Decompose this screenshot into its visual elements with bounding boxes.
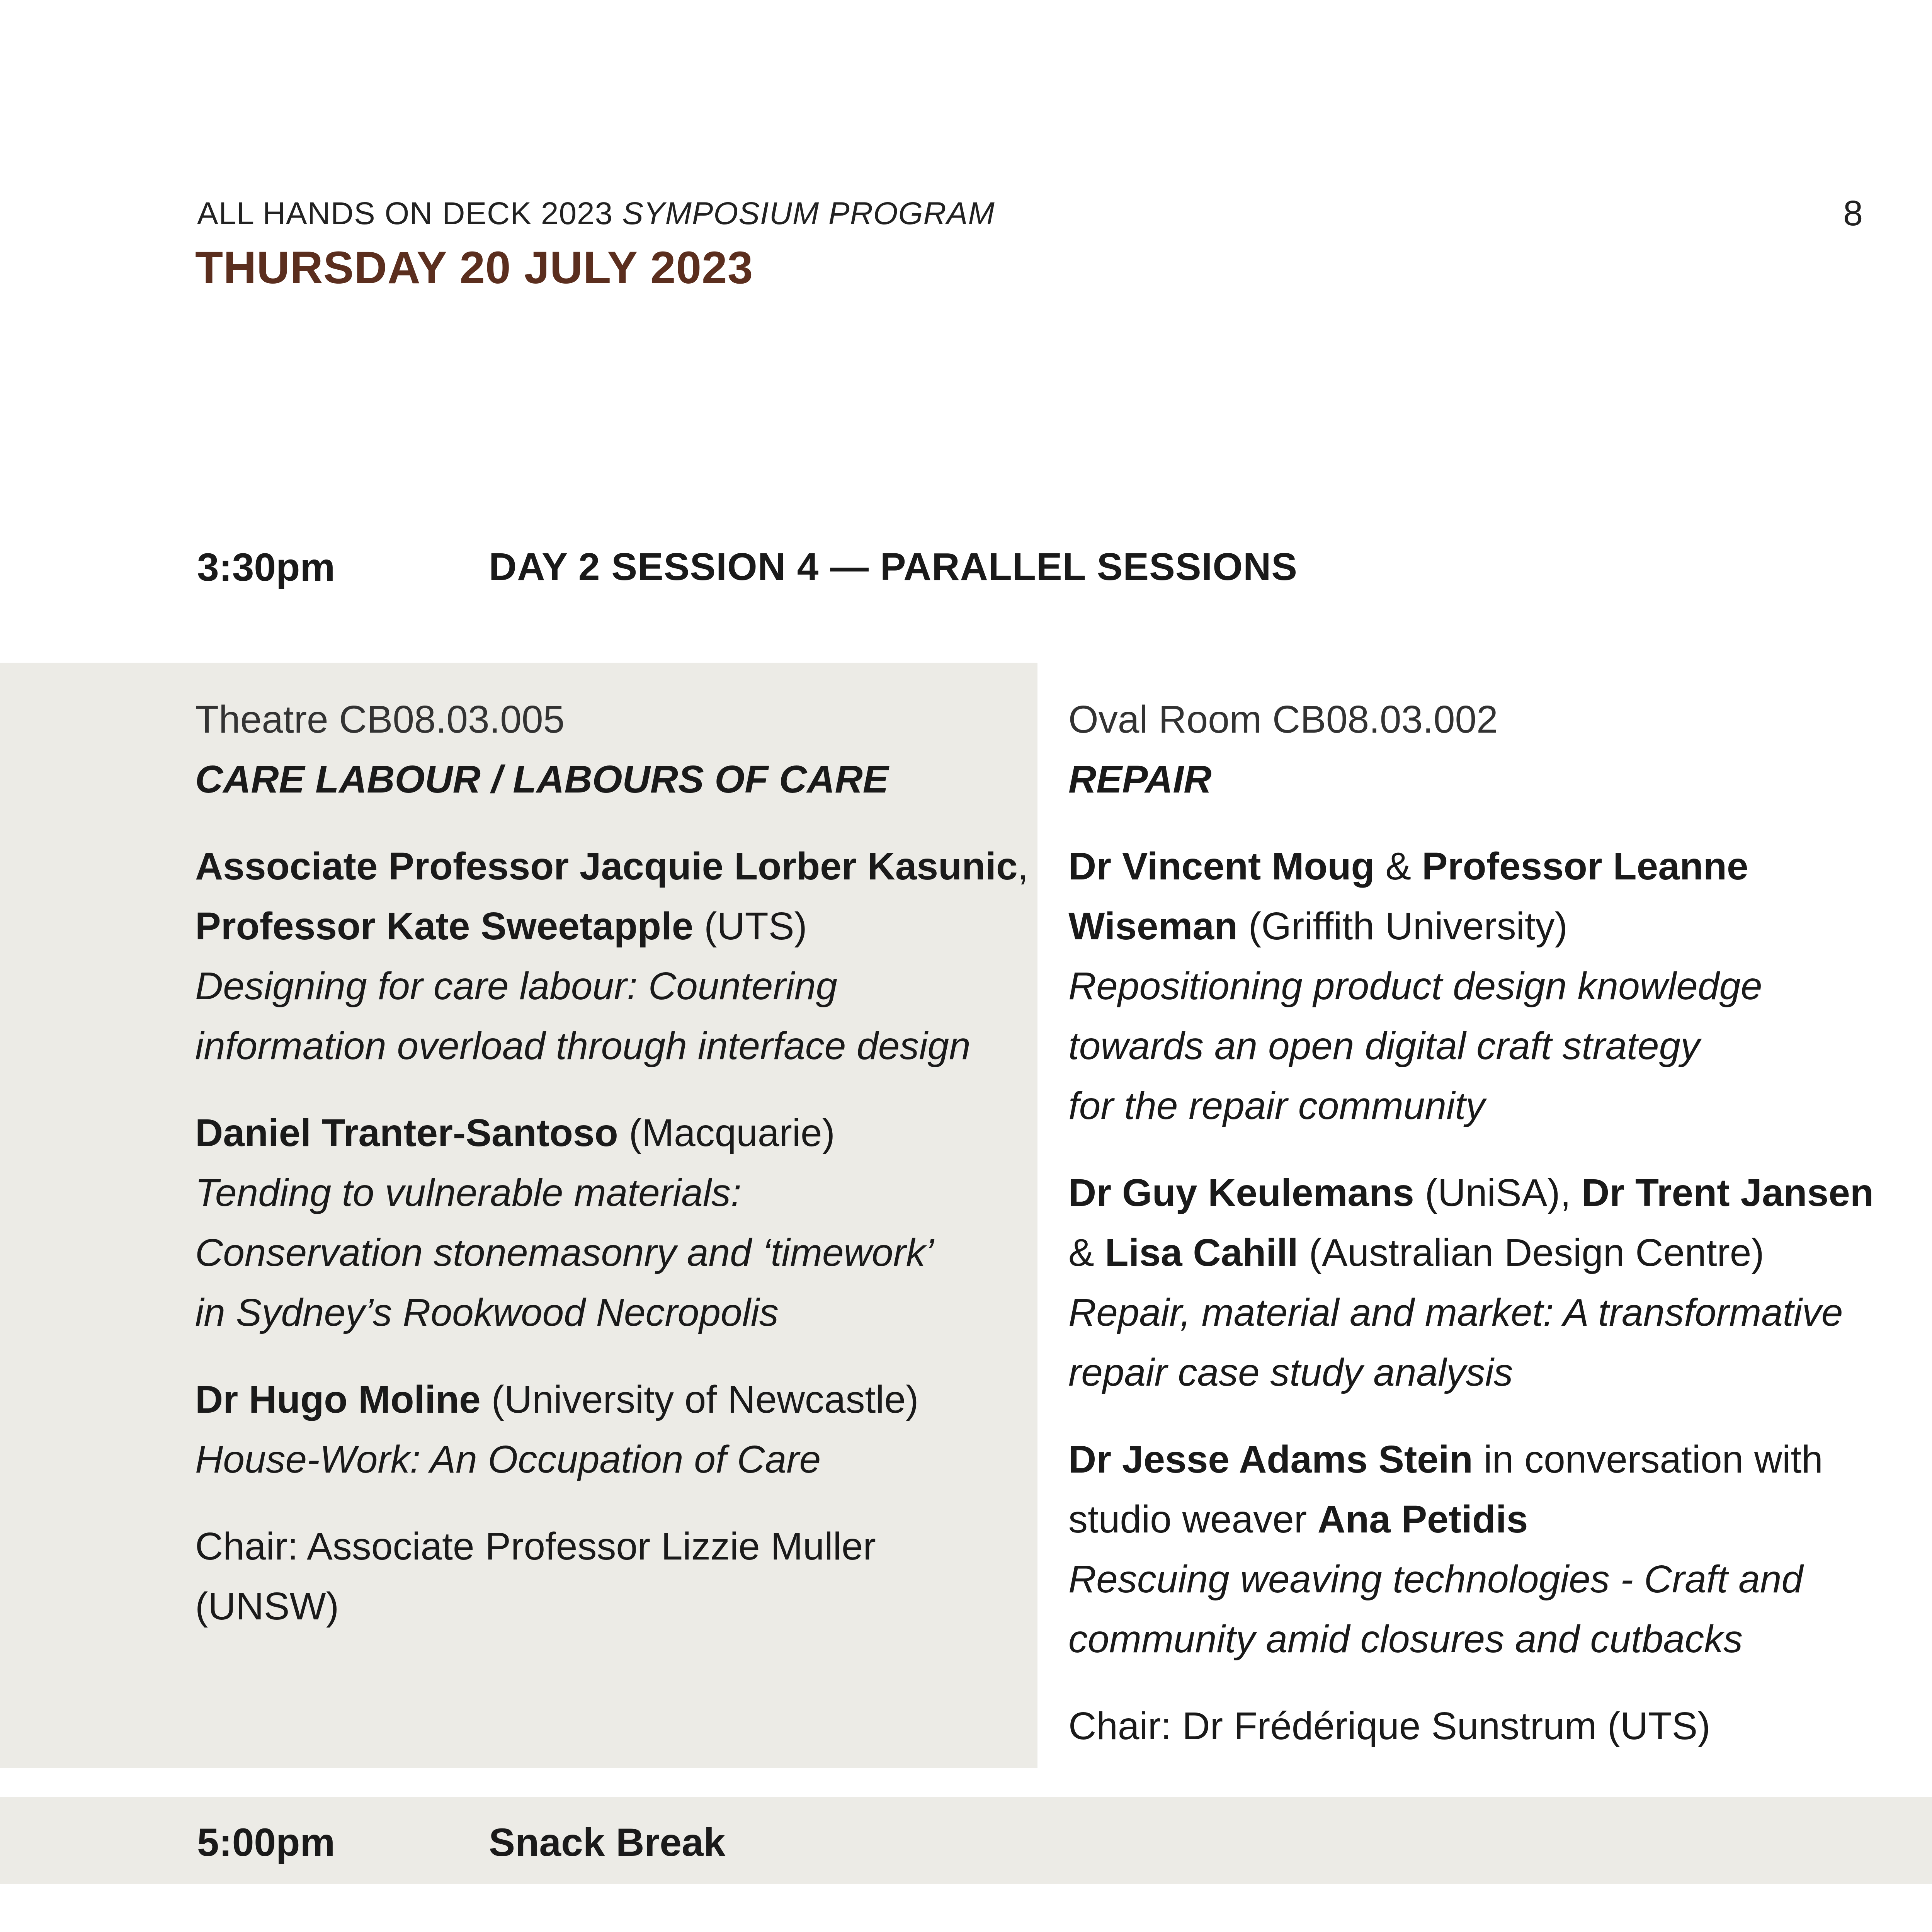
left-talk3-title: House-Work: An Occupation of Care [195,1438,821,1481]
left-talk1-speakers [195,837,1045,956]
session4-title: DAY 2 SESSION 4 — PARALLEL SESSIONS [489,545,1298,588]
page-number: 8 [1843,194,1863,233]
right-talk1-affil: (Griffith University) [1238,905,1568,948]
right-talk1-speakers [1068,837,1880,956]
session4-time: 3:30pm [197,545,335,589]
right-talk1-amp: & [1374,845,1422,888]
right-room: Oval Room CB08.03.002 [1068,698,1498,741]
right-talk3-name-b: Ana Petidis [1317,1498,1528,1541]
left-talk2-title-2: Conservation stonemasonry and ‘timework’ [195,1231,934,1274]
right-talk2-title: Repair, material and market: A transformative repair case study analysis [1068,1291,1843,1394]
right-talk3-title: Rescuing weaving technologies - Craft and community amid closures and cutbacks [1068,1558,1803,1661]
left-talk1-title: Designing for care labour: Countering information overload through interface design [195,964,971,1068]
break-time: 5:00pm [197,1820,335,1864]
program-header [197,196,995,232]
left-talk1-affil: (UTS) [693,905,807,948]
right-talk2-affil-c: (Australian Design Centre) [1298,1231,1764,1274]
left-chair: Chair: Associate Professor Lizzie Muller (UNSW) [195,1525,876,1628]
left-talk1-sep: , [1017,845,1029,888]
right-talk1-name-a: Dr Vincent Moug [1068,845,1375,888]
right-chair: Chair: Dr Frédérique Sunstrum (UTS) [1068,1704,1711,1748]
right-talk2-name-c: Lisa Cahill [1105,1231,1298,1274]
right-talk3-speakers [1068,1430,1888,1549]
right-talk3-name-a: Dr Jesse Adams Stein [1068,1438,1473,1481]
right-talk1-title-3: for the repair community [1068,1084,1485,1128]
left-talk2-affil: (Macquarie) [618,1111,835,1155]
parallel-left-column [195,690,1045,1636]
right-talk1-name-b: Professor Leanne Wiseman [1068,845,1748,948]
parallel-right-column [1068,690,1918,1756]
right-track: REPAIR [1068,758,1212,801]
right-talk3-mid: in conversation with studio weaver [1068,1438,1823,1541]
left-talk2-title-3: in Sydney’s Rookwood Necropolis [195,1291,779,1334]
left-room: Theatre CB08.03.005 [195,698,565,741]
day-title: THURSDAY 20 JULY 2023 [195,242,753,293]
right-talk1-title-1: Repositioning product design knowledge [1068,964,1762,1008]
right-talk2-name-a: Dr Guy Keulemans [1068,1171,1414,1214]
right-talk1-title-2: towards an open digital craft strategy [1068,1024,1700,1068]
left-talk1-name-b: Professor Kate Sweetapple [195,905,694,948]
right-talk2-name-b: Dr Trent Jansen [1582,1171,1874,1214]
break-label: Snack Break [489,1820,726,1864]
left-talk3-name: Dr Hugo Moline [195,1378,481,1421]
right-talk2-affil-a: (UniSA), [1414,1171,1582,1214]
left-talk2-speaker [195,1103,1045,1163]
left-talk2-name: Daniel Tranter-Santoso [195,1111,618,1155]
left-talk1-name-a: Associate Professor Jacquie Lorber Kasunic [195,845,1018,888]
program-italic: SYMPOSIUM PROGRAM [622,196,995,231]
right-talk2-speakers [1068,1163,1899,1283]
left-talk3-affil: (University of Newcastle) [480,1378,919,1421]
left-track: CARE LABOUR / LABOURS OF CARE [195,758,889,801]
left-talk2-title-1: Tending to vulnerable materials: [195,1171,742,1214]
right-talk2-amp: & [1068,1231,1105,1274]
program-prefix: ALL HANDS ON DECK 2023 [197,196,622,231]
left-talk3-speaker [195,1370,1045,1430]
